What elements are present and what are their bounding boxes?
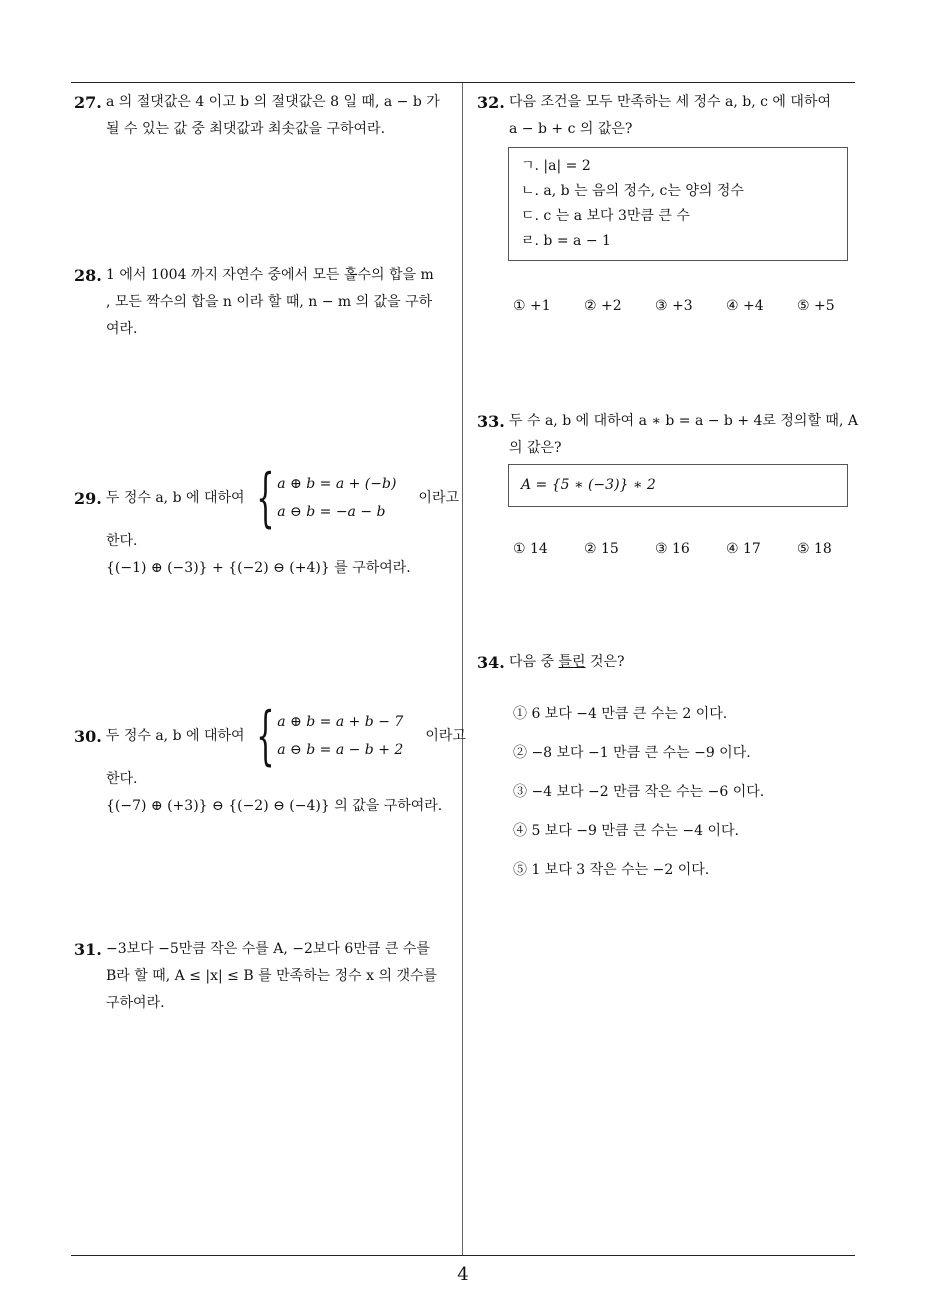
question-text-line: 한다. [106,533,138,549]
condition-item: ㄷ. c 는 a 보다 3만큼 큰 수 [521,208,690,224]
choice-2[interactable]: ② 15 [584,541,619,557]
question-number: 27. [74,93,102,112]
answer-options [513,695,764,890]
question-28 [74,262,458,343]
question-text-line: −3보다 −5만큼 작은 수를 A, −2보다 6만큼 큰 수를 [106,941,430,957]
equation-line: a ⊕ b = a + b − 7 [277,714,404,730]
option-2[interactable]: ② −8 보다 −1 만큼 큰 수는 −9 이다. [513,745,751,761]
question-text-line: 의 값은? [509,440,562,456]
equation-line: a ⊖ b = −a − b [277,504,386,520]
question-31 [74,936,458,1017]
question-text-line: B라 할 때, A ≤ |x| ≤ B 를 만족하는 정수 x 의 갯수를 [106,968,438,984]
question-number: 32. [477,93,505,112]
header-rule [71,82,855,83]
equation-line: a ⊖ b = a − b + 2 [277,742,404,758]
question-stem [509,649,857,676]
choice-3[interactable]: ③ 16 [655,541,690,557]
answer-choices [513,541,868,557]
answer-choices [513,298,868,314]
question-text-line: a − b + c 의 값은? [509,121,633,137]
question-text: 두 정수 a, b 에 대하여 [105,727,245,744]
left-brace: { [255,699,275,773]
question-text-line: {(−1) ⊕ (−3)} + {(−2) ⊖ (+4)} 를 구하여라. [106,560,411,576]
column-divider [462,83,463,1255]
question-text-line: a 의 절댓값은 4 이고 b 의 절댓값은 8 일 때, a − b 가 [106,94,440,110]
question-33 [477,408,862,462]
choice-1[interactable]: ① +1 [513,298,551,314]
question-number: 30. [74,726,102,746]
question-text: 이라고 [425,727,466,744]
equation-line: a ⊕ b = a + (−b) [277,476,397,492]
option-5[interactable]: ⑤ 1 보다 3 작은 수는 −2 이다. [513,862,710,878]
expression-box [508,464,848,507]
question-number: 31. [74,940,102,959]
choice-4[interactable]: ④ +4 [726,298,764,314]
question-34 [477,649,857,676]
question-32 [477,89,857,143]
condition-item: ㄴ. a, b 는 음의 정수, c는 양의 정수 [521,183,744,199]
question-text: 두 정수 a, b 에 대하여 [105,489,245,506]
equation-system [251,699,404,773]
option-1[interactable]: ① 6 보다 −4 만큼 큰 수는 2 이다. [513,706,728,722]
question-text-line: 다음 조건을 모두 만족하는 세 정수 a, b, c 에 대하여 [509,94,831,110]
conditions-box [508,147,848,261]
question-number: 33. [477,412,505,431]
question-text-line: 한다. [106,771,138,787]
question-29 [74,461,459,582]
condition-item: ㄱ. |a| = 2 [521,158,591,174]
question-text-line: 될 수 있는 값 중 최댓값과 최솟값을 구하여라. [106,121,386,137]
stem-text: 다음 중 [509,654,559,670]
question-27 [74,89,458,143]
question-number: 29. [74,488,102,508]
condition-item: ㄹ. b = a − 1 [521,233,611,249]
question-text-line: 여라. [106,321,138,337]
expression: A = {5 ∗ (−3)} ∗ 2 [521,477,656,493]
equation-system [251,461,397,535]
option-4[interactable]: ④ 5 보다 −9 만큼 큰 수는 −4 이다. [513,823,739,839]
question-text-line: {(−7) ⊕ (+3)} ⊖ {(−2) ⊖ (−4)} 의 값을 구하여라. [106,798,443,814]
choice-2[interactable]: ② +2 [584,298,622,314]
choice-5[interactable]: ⑤ 18 [797,541,832,557]
choice-4[interactable]: ④ 17 [726,541,761,557]
question-number: 28. [74,266,102,285]
question-number: 34. [477,653,505,672]
question-text: 이라고 [418,489,459,506]
question-text-line: 1 에서 1004 까지 자연수 중에서 모든 홀수의 합을 m [106,267,434,283]
left-brace: { [255,461,275,535]
choice-5[interactable]: ⑤ +5 [797,298,835,314]
question-30 [74,699,466,820]
page-number: 4 [457,1264,469,1285]
question-text-line: , 모든 짝수의 합을 n 이라 할 때, n − m 의 값을 구하 [106,294,433,310]
choice-1[interactable]: ① 14 [513,541,548,557]
footer-rule [71,1255,855,1256]
stem-text: 것은? [585,654,625,670]
choice-3[interactable]: ③ +3 [655,298,693,314]
option-3[interactable]: ③ −4 보다 −2 만큼 작은 수는 −6 이다. [513,784,765,800]
stem-emphasis: 틀린 [558,654,586,670]
question-text-line: 구하여라. [106,995,165,1011]
question-text-line: 두 수 a, b 에 대하여 a ∗ b = a − b + 4로 정의할 때, A [509,413,858,429]
